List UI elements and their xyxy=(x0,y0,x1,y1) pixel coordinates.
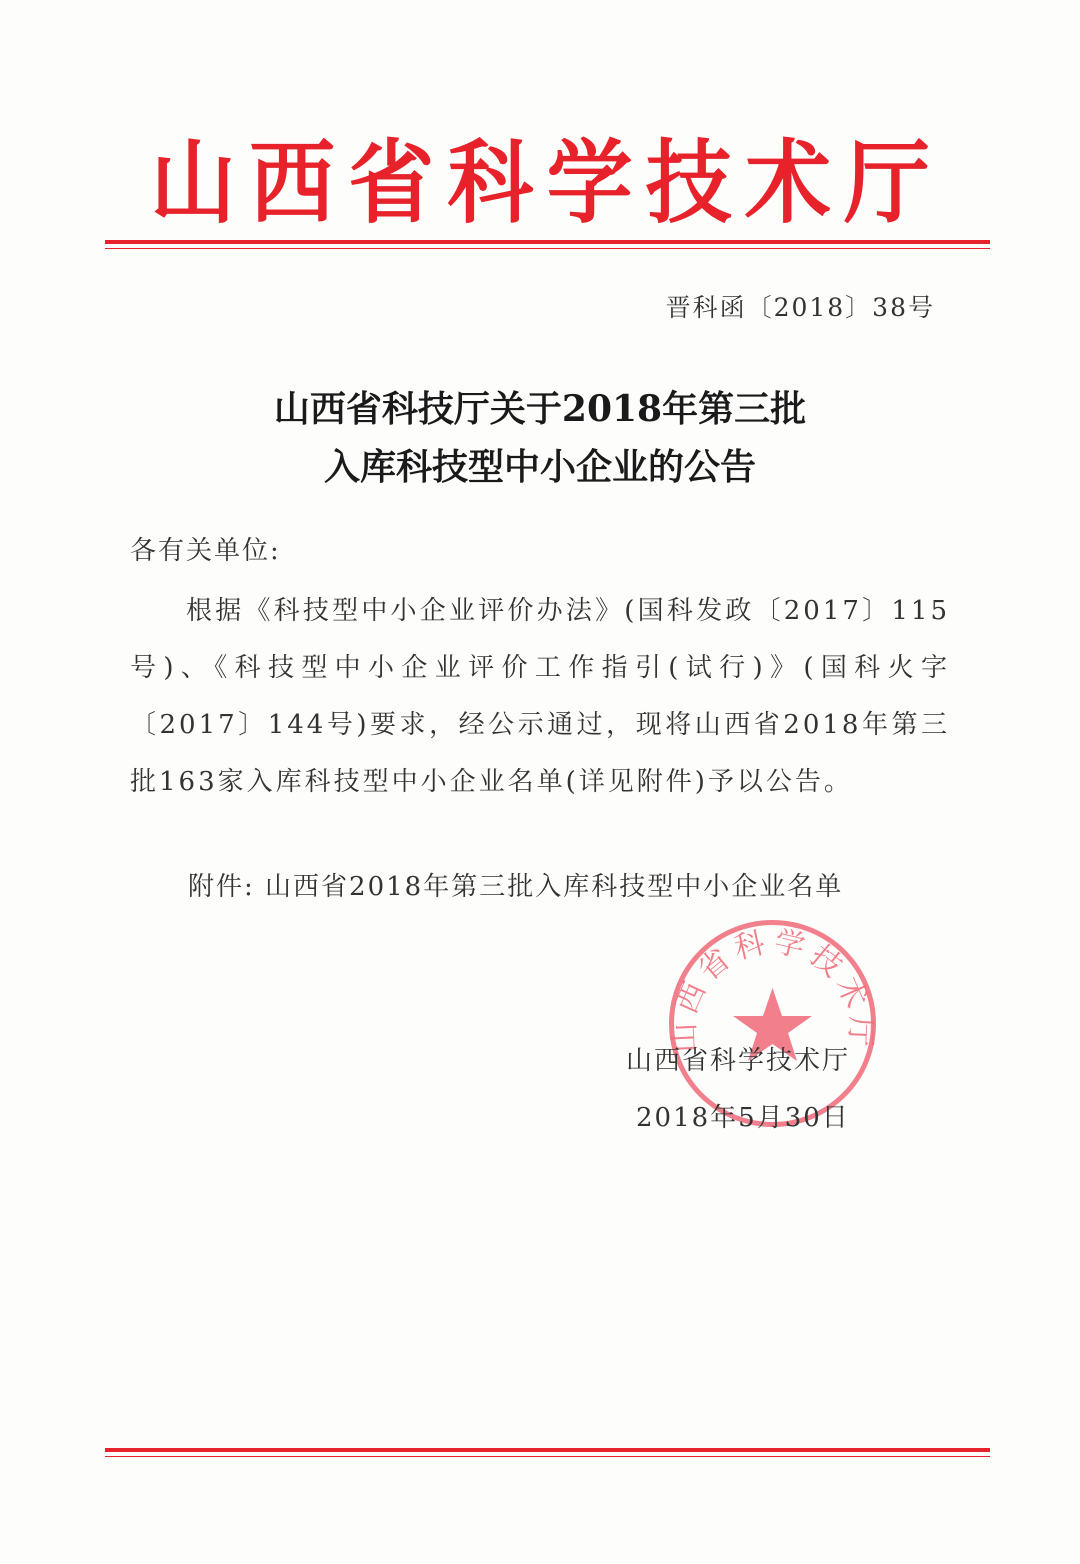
attachment-line: 附件: 山西省2018年第三批入库科技型中小企业名单 xyxy=(188,872,844,902)
org-name-char: 学 xyxy=(546,129,633,236)
org-name-char: 术 xyxy=(744,129,831,236)
title-line-1: 山西省科技厅关于2018年第三批 xyxy=(273,388,807,430)
org-header xyxy=(150,120,930,236)
seal-text: 山西省科学技术厅 xyxy=(666,924,879,1054)
header-divider xyxy=(105,240,990,249)
org-name-char: 科 xyxy=(447,129,534,236)
org-name-char: 西 xyxy=(249,129,336,236)
signing-date: 2018年5月30日 xyxy=(636,1103,850,1133)
salutation: 各有关单位: xyxy=(130,536,281,566)
org-name-char: 省 xyxy=(348,129,435,236)
footer-divider xyxy=(105,1448,990,1457)
signer-name: 山西省科学技术厅 xyxy=(626,1046,851,1076)
document-number: 晋科函〔2018〕38号 xyxy=(665,293,935,322)
document-title xyxy=(0,380,1080,496)
title-line-2: 入库科技型中小企业的公告 xyxy=(323,446,756,488)
org-name-char: 厅 xyxy=(843,129,930,236)
org-name-char: 山 xyxy=(150,129,236,236)
body-paragraph: 根据《科技型中小企业评价办法》(国科发政〔2017〕115号)、《科技型中小企业评价工作指引(试行)》(国科火字〔2017〕144号)要求，经公示通过，现将山西省2018年第三批163家入库科技型中小企业名单(详见附件)予以公告。 xyxy=(130,596,950,797)
org-name-char: 技 xyxy=(645,129,732,236)
